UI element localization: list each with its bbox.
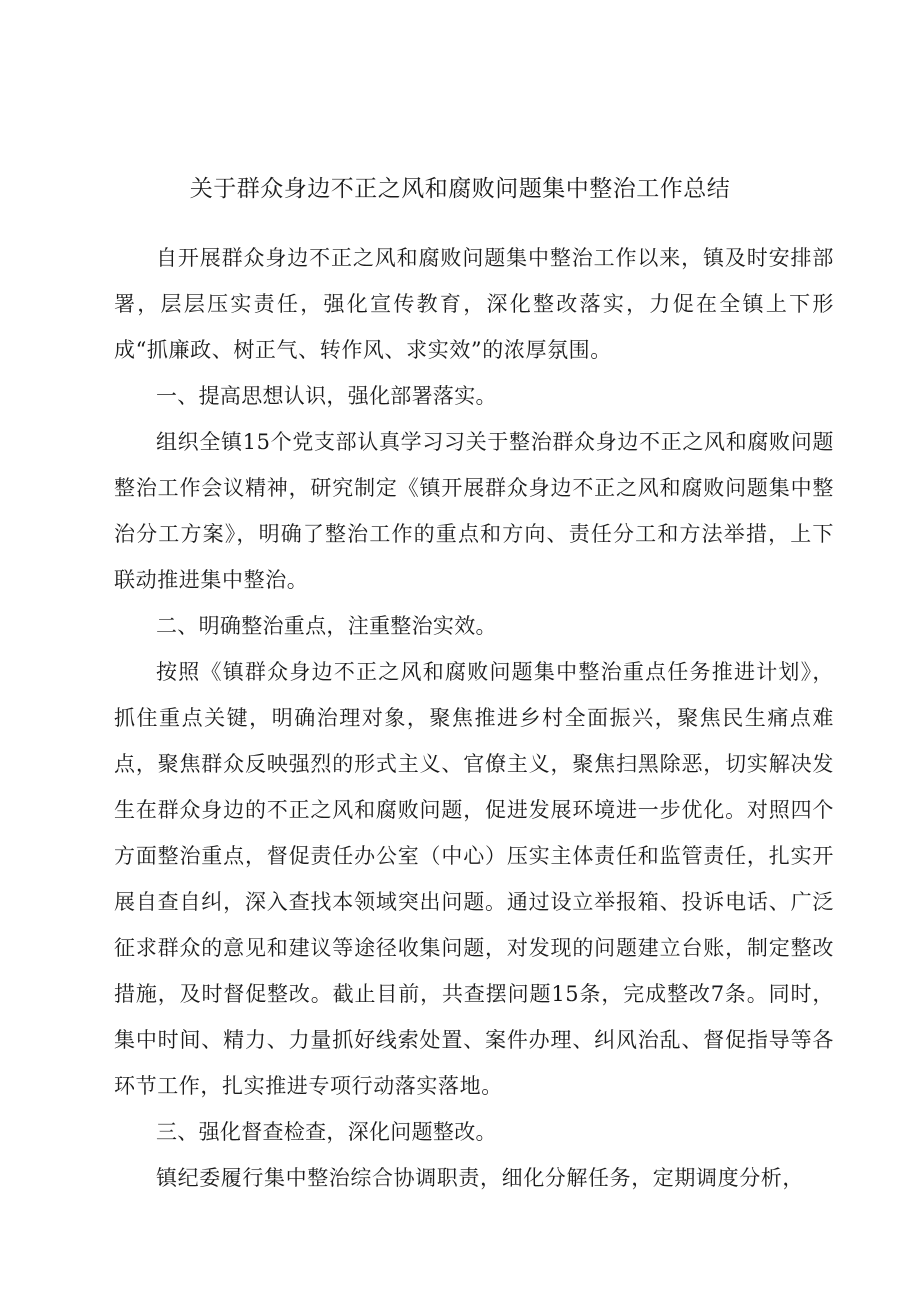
document-body [114,235,834,1201]
document-title: 关于群众身边不正之风和腐败问题集中整治工作总结 [189,176,731,202]
intro-paragraph: 自开展群众身边不正之风和腐败问题集中整治工作以来，镇及时安排部署，层层压实责任，强化宣传教育，深化整改落实，力促在全镇上下形成“抓廉政、树正气、转作风、求实效”的浓厚氛围。 [114,246,834,362]
section-heading-3: 三、强化督查检查，深化问题整改。 [156,1120,497,1144]
section-1-paragraph: 组织全镇15个党支部认真学习习关于整治群众身边不正之风和腐败问题整治工作会议精神，研究制定《镇开展群众身边不正之风和腐败问题集中整治分工方案》，明确了整治工作的重点和方向、责任分工和方法举措，上下联动推进集中整治。 [114,430,834,592]
section-heading-2: 二、明确整治重点，注重整治实效。 [156,614,497,638]
section-heading-1: 一、提高思想认识，强化部署落实。 [156,384,497,408]
section-2-paragraph: 按照《镇群众身边不正之风和腐败问题集中整治重点任务推进计划》，抓住重点关键，明确治理对象，聚焦推进乡村全面振兴，聚焦民生痛点难点，聚焦群众反映强烈的形式主义、官僚主义，聚焦扫黑除恶，切实解决发生在群众身边的不正之风和腐败问题，促进发展环境进一步优化。对照四个方面整治重点，督促责任办公室（中心）压实主体责任和监管责任，扎实开展自查自纠，深入查找本领域突出问题。通过设立举报箱、投诉电话、广泛征求群众的意见和建议等途径收集问题，对发现的问题建立台账，制定整改措施，及时督促整改。截止目前，共查摆问题15条，完成整改7条。同时，集中时间、精力、力量抓好线索处置、案件办理、纠风治乱、督促指导等各环节工作，扎实推进专项行动落实落地。 [114,660,834,1098]
section-3-paragraph: 镇纪委履行集中整治综合协调职责，细化分解任务，定期调度分析， [156,1166,804,1190]
